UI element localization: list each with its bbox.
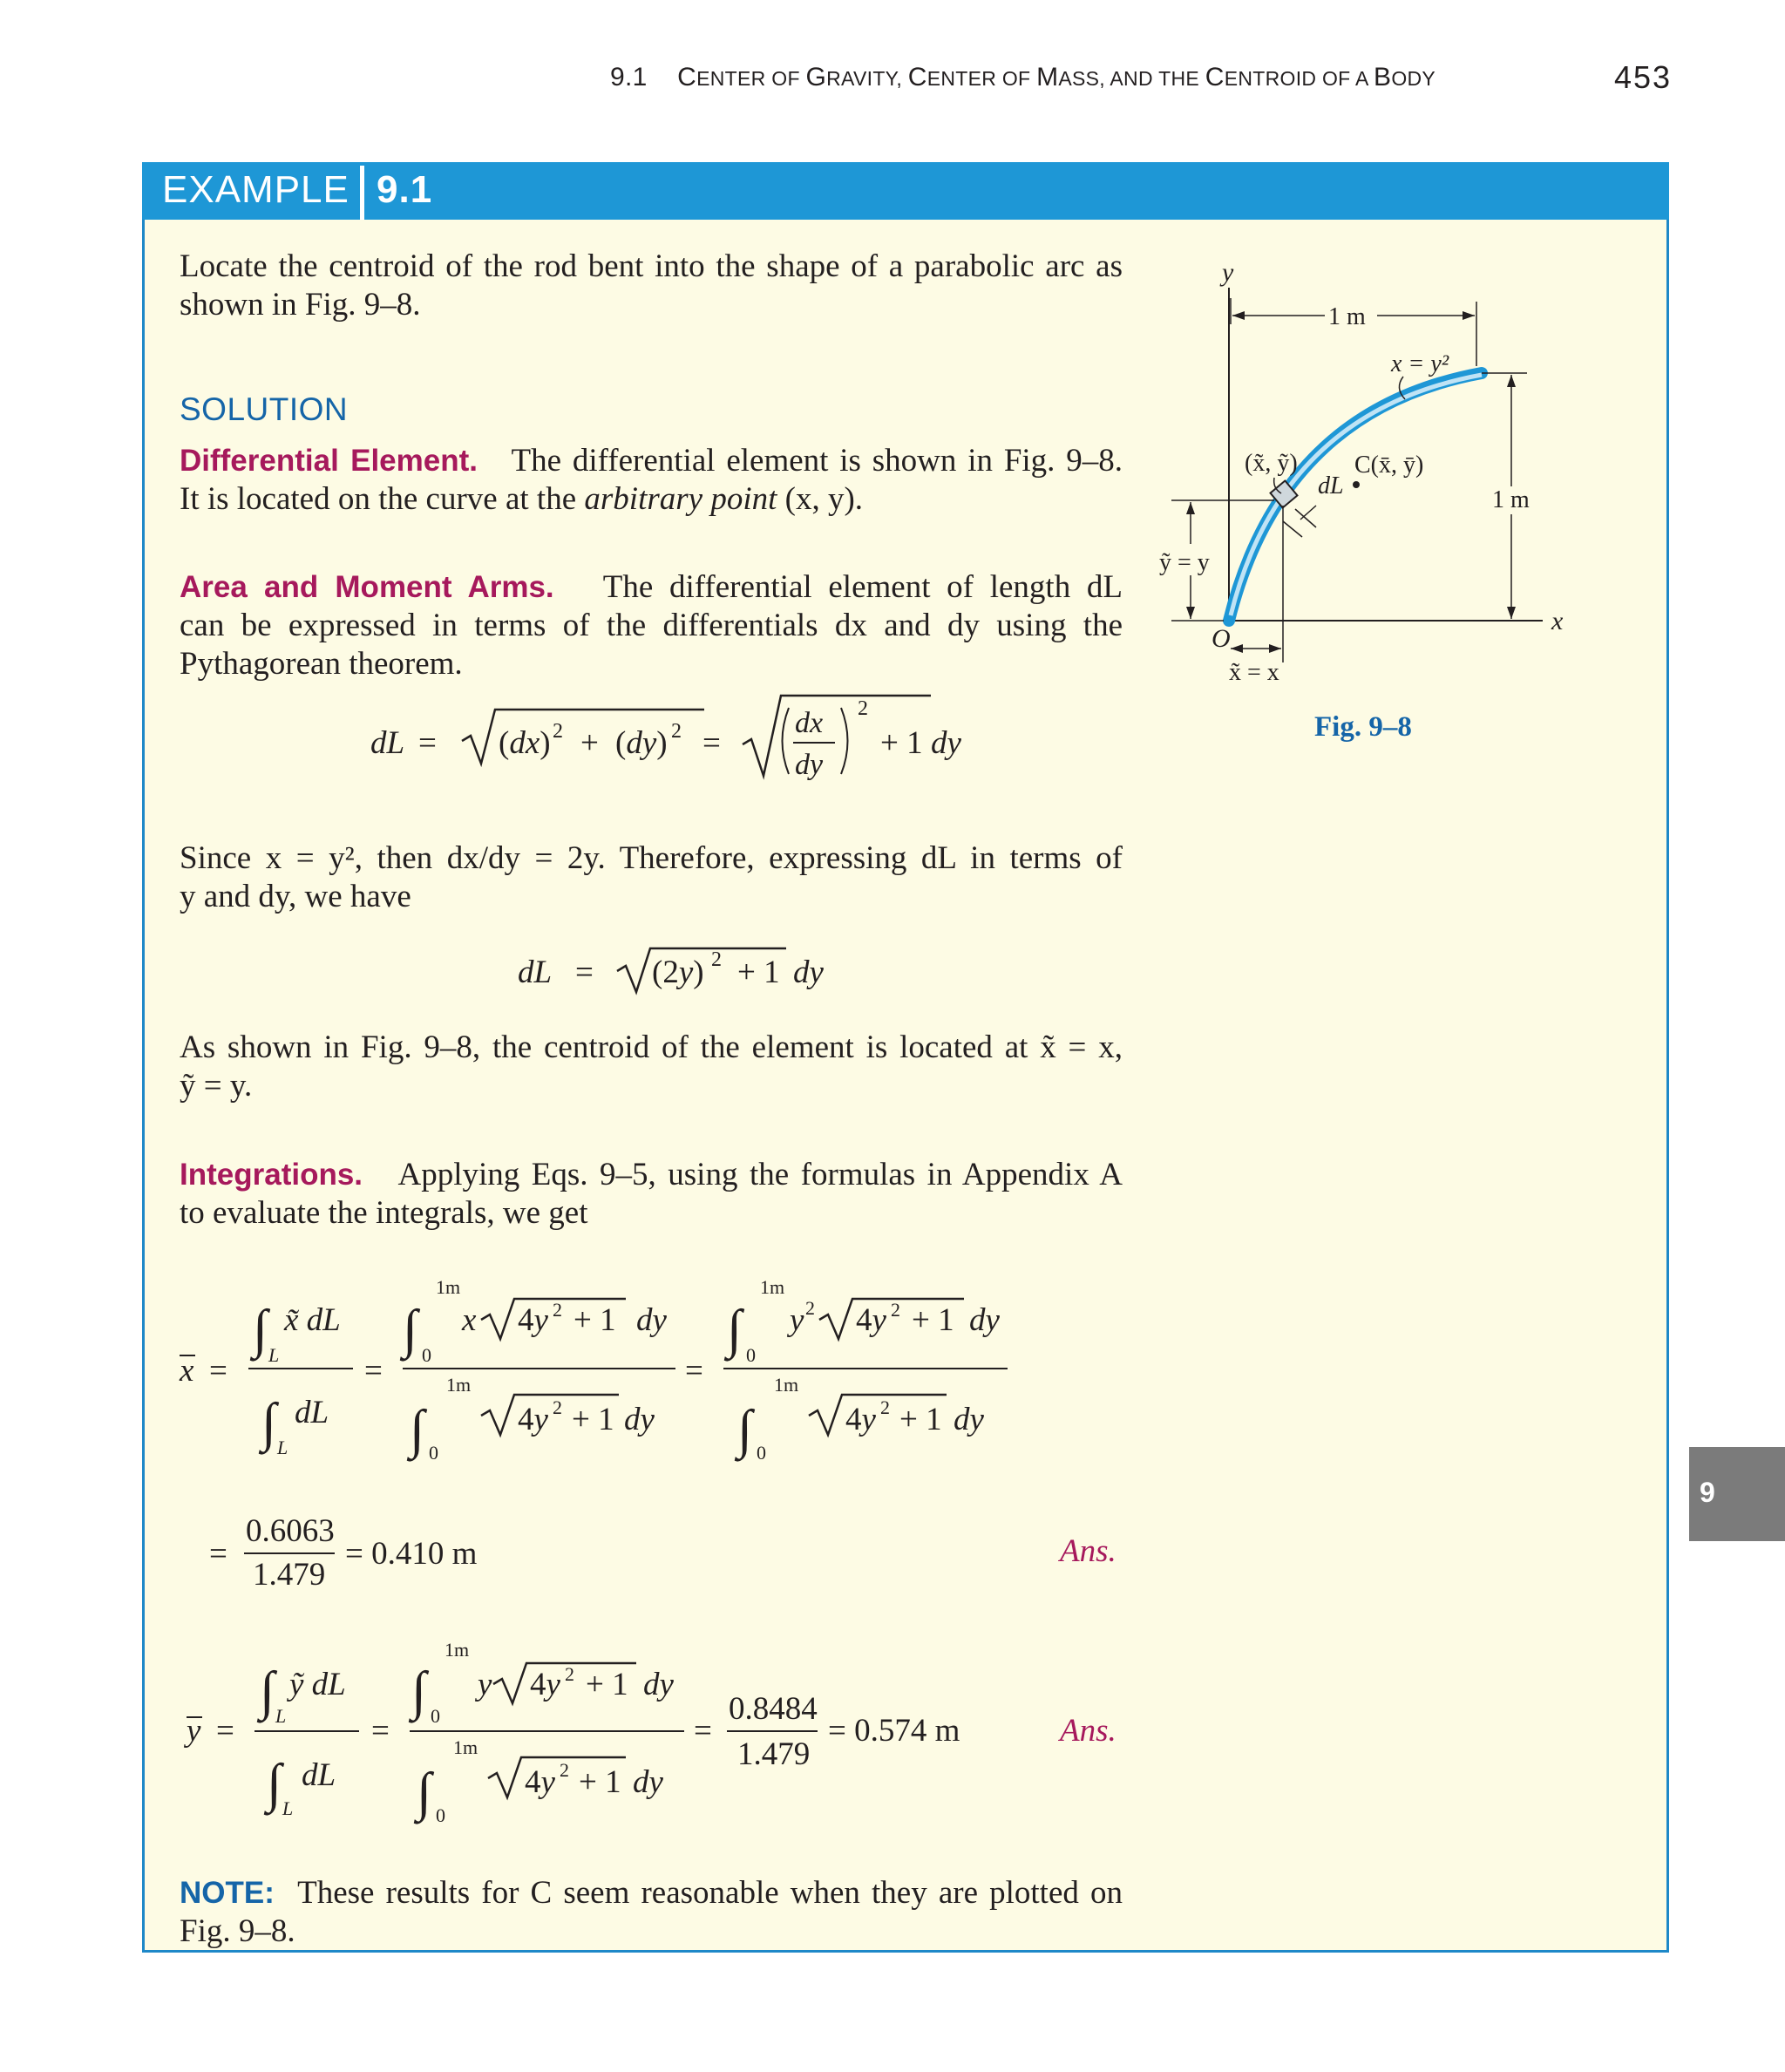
- svg-text:dL: dL: [518, 954, 553, 990]
- svg-text:∫: ∫: [261, 1393, 276, 1452]
- rod-highlight: [1231, 375, 1482, 615]
- svg-text:2: 2: [565, 1663, 574, 1685]
- svg-text:y: y: [478, 1667, 492, 1702]
- note-paragraph: NOTE: These results for C seem reasonable when they are plotted on Fig. 9–8.: [180, 1875, 1123, 1949]
- svg-text:2: 2: [553, 1396, 562, 1418]
- svg-text:+ 1: + 1: [737, 954, 780, 990]
- eq-dl-in-y: [518, 948, 825, 992]
- svg-text:+ 1: + 1: [880, 725, 923, 761]
- x-axis-label: x: [1551, 607, 1564, 635]
- example-number: 9.1: [377, 168, 433, 211]
- eq-x-result: [209, 1513, 478, 1593]
- svg-text:L: L: [275, 1705, 287, 1727]
- svg-text:+ 1: + 1: [586, 1667, 628, 1702]
- svg-text:1m: 1m: [774, 1374, 799, 1396]
- svg-text:∫: ∫: [411, 1661, 426, 1721]
- element-point-label: (x̃, ỹ): [1245, 450, 1298, 477]
- y-axis-label: y: [1222, 258, 1234, 287]
- svg-text:y: y: [187, 1713, 201, 1749]
- chapter-title: CENTER OF GRAVITY, CENTER OF MASS, AND THE CENTROID OF A BODY: [677, 63, 1436, 92]
- svg-text:x: x: [462, 1302, 477, 1338]
- svg-text:(2y): (2y): [652, 954, 704, 990]
- svg-text:dy: dy: [954, 1402, 984, 1437]
- svg-text:∫: ∫: [253, 1300, 268, 1359]
- svg-text:=: =: [685, 1353, 703, 1389]
- svg-text:+: +: [580, 725, 599, 761]
- svg-text:4y: 4y: [856, 1302, 886, 1338]
- figure-9-8: [1159, 258, 1564, 686]
- width-label: 1 m: [1328, 303, 1366, 330]
- svg-text:dy: dy: [795, 749, 824, 781]
- parabolic-rod: [1229, 373, 1482, 621]
- svg-text:+ 1: + 1: [899, 1402, 942, 1437]
- answer-y-label: Ans.: [1060, 1713, 1116, 1749]
- svg-text:1m: 1m: [453, 1736, 478, 1758]
- svg-text:=: =: [364, 1353, 383, 1389]
- svg-text:0: 0: [757, 1442, 766, 1464]
- x-tilde-label: x̃ = x: [1229, 659, 1279, 686]
- svg-text:+ 1: + 1: [574, 1302, 616, 1338]
- svg-text:x: x: [180, 1353, 194, 1389]
- svg-text:∫: ∫: [410, 1400, 424, 1459]
- answer-x-label: Ans.: [1060, 1533, 1116, 1569]
- since-paragraph: Since x = y², then dx/dy = 2y. Therefore, expressing dL in terms of y and dy, we have: [180, 840, 1123, 914]
- section-number: 9.1: [610, 63, 648, 92]
- svg-text:2: 2: [671, 720, 682, 743]
- chapter-tab[interactable]: 9: [1689, 1447, 1785, 1541]
- svg-text:∫: ∫: [403, 1300, 417, 1359]
- y-denominator: 1.479: [737, 1736, 811, 1772]
- solution-heading: SOLUTION: [180, 391, 349, 427]
- eq-x-bar: [179, 1276, 1008, 1464]
- svg-text:0: 0: [436, 1804, 445, 1826]
- curve-equation: x = y²: [1391, 350, 1449, 377]
- centroid-label: C(x̄, ȳ): [1354, 452, 1424, 479]
- svg-text:x̃ dL: x̃ dL: [284, 1302, 341, 1338]
- svg-text:L: L: [268, 1344, 280, 1366]
- svg-text:dy: dy: [624, 1402, 655, 1437]
- x-denominator: 1.479: [253, 1557, 326, 1593]
- element-centroid-paragraph: As shown in Fig. 9–8, the centroid of the element is located at x̃ = x, ỹ = y.: [180, 1029, 1123, 1104]
- svg-text:1m: 1m: [446, 1374, 472, 1396]
- svg-text:4y: 4y: [530, 1667, 560, 1702]
- svg-text:∫: ∫: [260, 1661, 275, 1721]
- differential-element-paragraph: Differential Element. The differential element is shown in Fig. 9–8. It is located on the curve at the arbitrary point (x, y).: [180, 443, 1123, 517]
- svg-text:dy: dy: [969, 1302, 1000, 1338]
- svg-text:=: =: [209, 1353, 227, 1389]
- svg-text:2: 2: [880, 1396, 890, 1418]
- svg-text:∫: ∫: [417, 1763, 431, 1822]
- problem-statement: Locate the centroid of the rod bent into the shape of a parabolic arc as shown in Fig. 9–8.: [180, 248, 1123, 323]
- svg-text:0: 0: [431, 1705, 440, 1727]
- svg-text:0: 0: [746, 1344, 756, 1366]
- svg-text:dy: dy: [636, 1302, 667, 1338]
- svg-text:2: 2: [711, 948, 722, 971]
- svg-text:=: =: [694, 1713, 712, 1749]
- example-label: EXAMPLE: [162, 168, 350, 211]
- svg-text:(dy): (dy): [615, 725, 668, 761]
- integrations-paragraph: Integrations. Applying Eqs. 9–5, using the formulas in Appendix A to evaluate the integrals, we get: [180, 1157, 1123, 1231]
- svg-text:dL: dL: [302, 1757, 336, 1793]
- figure-caption: Fig. 9–8: [1314, 711, 1412, 743]
- svg-text:1m: 1m: [445, 1639, 470, 1661]
- x-numerator: 0.6063: [246, 1513, 335, 1549]
- svg-text:2: 2: [805, 1297, 815, 1319]
- svg-text:2: 2: [553, 1299, 562, 1321]
- svg-text:2: 2: [553, 720, 563, 743]
- svg-text:L: L: [282, 1797, 294, 1819]
- y-tilde-label: ỹ = y: [1159, 549, 1210, 576]
- centroid-point: [1353, 481, 1360, 488]
- svg-text:=: =: [575, 954, 594, 990]
- svg-text:=: =: [209, 1536, 227, 1572]
- eq-y-bar: [183, 1639, 960, 1826]
- svg-text:y: y: [790, 1302, 804, 1338]
- svg-text:+ 1: + 1: [579, 1764, 621, 1800]
- height-label: 1 m: [1492, 486, 1530, 513]
- svg-text:∫: ∫: [267, 1754, 282, 1813]
- area-moment-paragraph: Area and Moment Arms. The differential element of length dL can be expressed in terms of the differentials dx and dy using the Pythagorean theorem.: [180, 569, 1123, 682]
- svg-text:dy: dy: [643, 1667, 674, 1702]
- eq-dl-pythagorean: [370, 696, 962, 781]
- page-number: 453: [1614, 59, 1673, 95]
- svg-text:∫: ∫: [737, 1400, 752, 1459]
- svg-text:0: 0: [422, 1344, 431, 1366]
- y-numerator: 0.8484: [729, 1691, 818, 1727]
- svg-text:2: 2: [560, 1759, 569, 1781]
- svg-text:4y: 4y: [525, 1764, 555, 1800]
- svg-text:4y: 4y: [845, 1402, 876, 1437]
- svg-text:dy: dy: [931, 725, 961, 761]
- svg-text:=: =: [702, 725, 721, 761]
- svg-text:4y: 4y: [518, 1402, 548, 1437]
- element-length-label: dL: [1318, 472, 1344, 499]
- svg-text:=: =: [216, 1713, 234, 1749]
- svg-text:∫: ∫: [727, 1300, 742, 1359]
- svg-text:dL: dL: [370, 725, 405, 761]
- svg-text:+ 1: + 1: [912, 1302, 954, 1338]
- svg-text:dx: dx: [795, 707, 824, 739]
- svg-text:ỹ dL: ỹ dL: [289, 1667, 346, 1702]
- svg-text:1m: 1m: [760, 1276, 785, 1298]
- svg-text:=: =: [371, 1713, 390, 1749]
- svg-text:(dx): (dx): [499, 725, 551, 761]
- x-value: = 0.410 m: [345, 1536, 478, 1572]
- svg-text:dL: dL: [295, 1395, 329, 1430]
- svg-text:dy: dy: [633, 1764, 663, 1800]
- svg-text:2: 2: [858, 697, 868, 720]
- svg-text:0: 0: [429, 1442, 438, 1464]
- svg-text:=: =: [418, 725, 437, 761]
- origin-label: O: [1211, 624, 1231, 653]
- svg-text:L: L: [277, 1437, 288, 1458]
- svg-text:2: 2: [891, 1299, 900, 1321]
- y-value: = 0.574 m: [828, 1713, 960, 1749]
- svg-text:dy: dy: [793, 954, 824, 990]
- svg-text:1m: 1m: [436, 1276, 461, 1298]
- svg-text:+ 1: + 1: [572, 1402, 614, 1437]
- svg-text:4y: 4y: [518, 1302, 548, 1338]
